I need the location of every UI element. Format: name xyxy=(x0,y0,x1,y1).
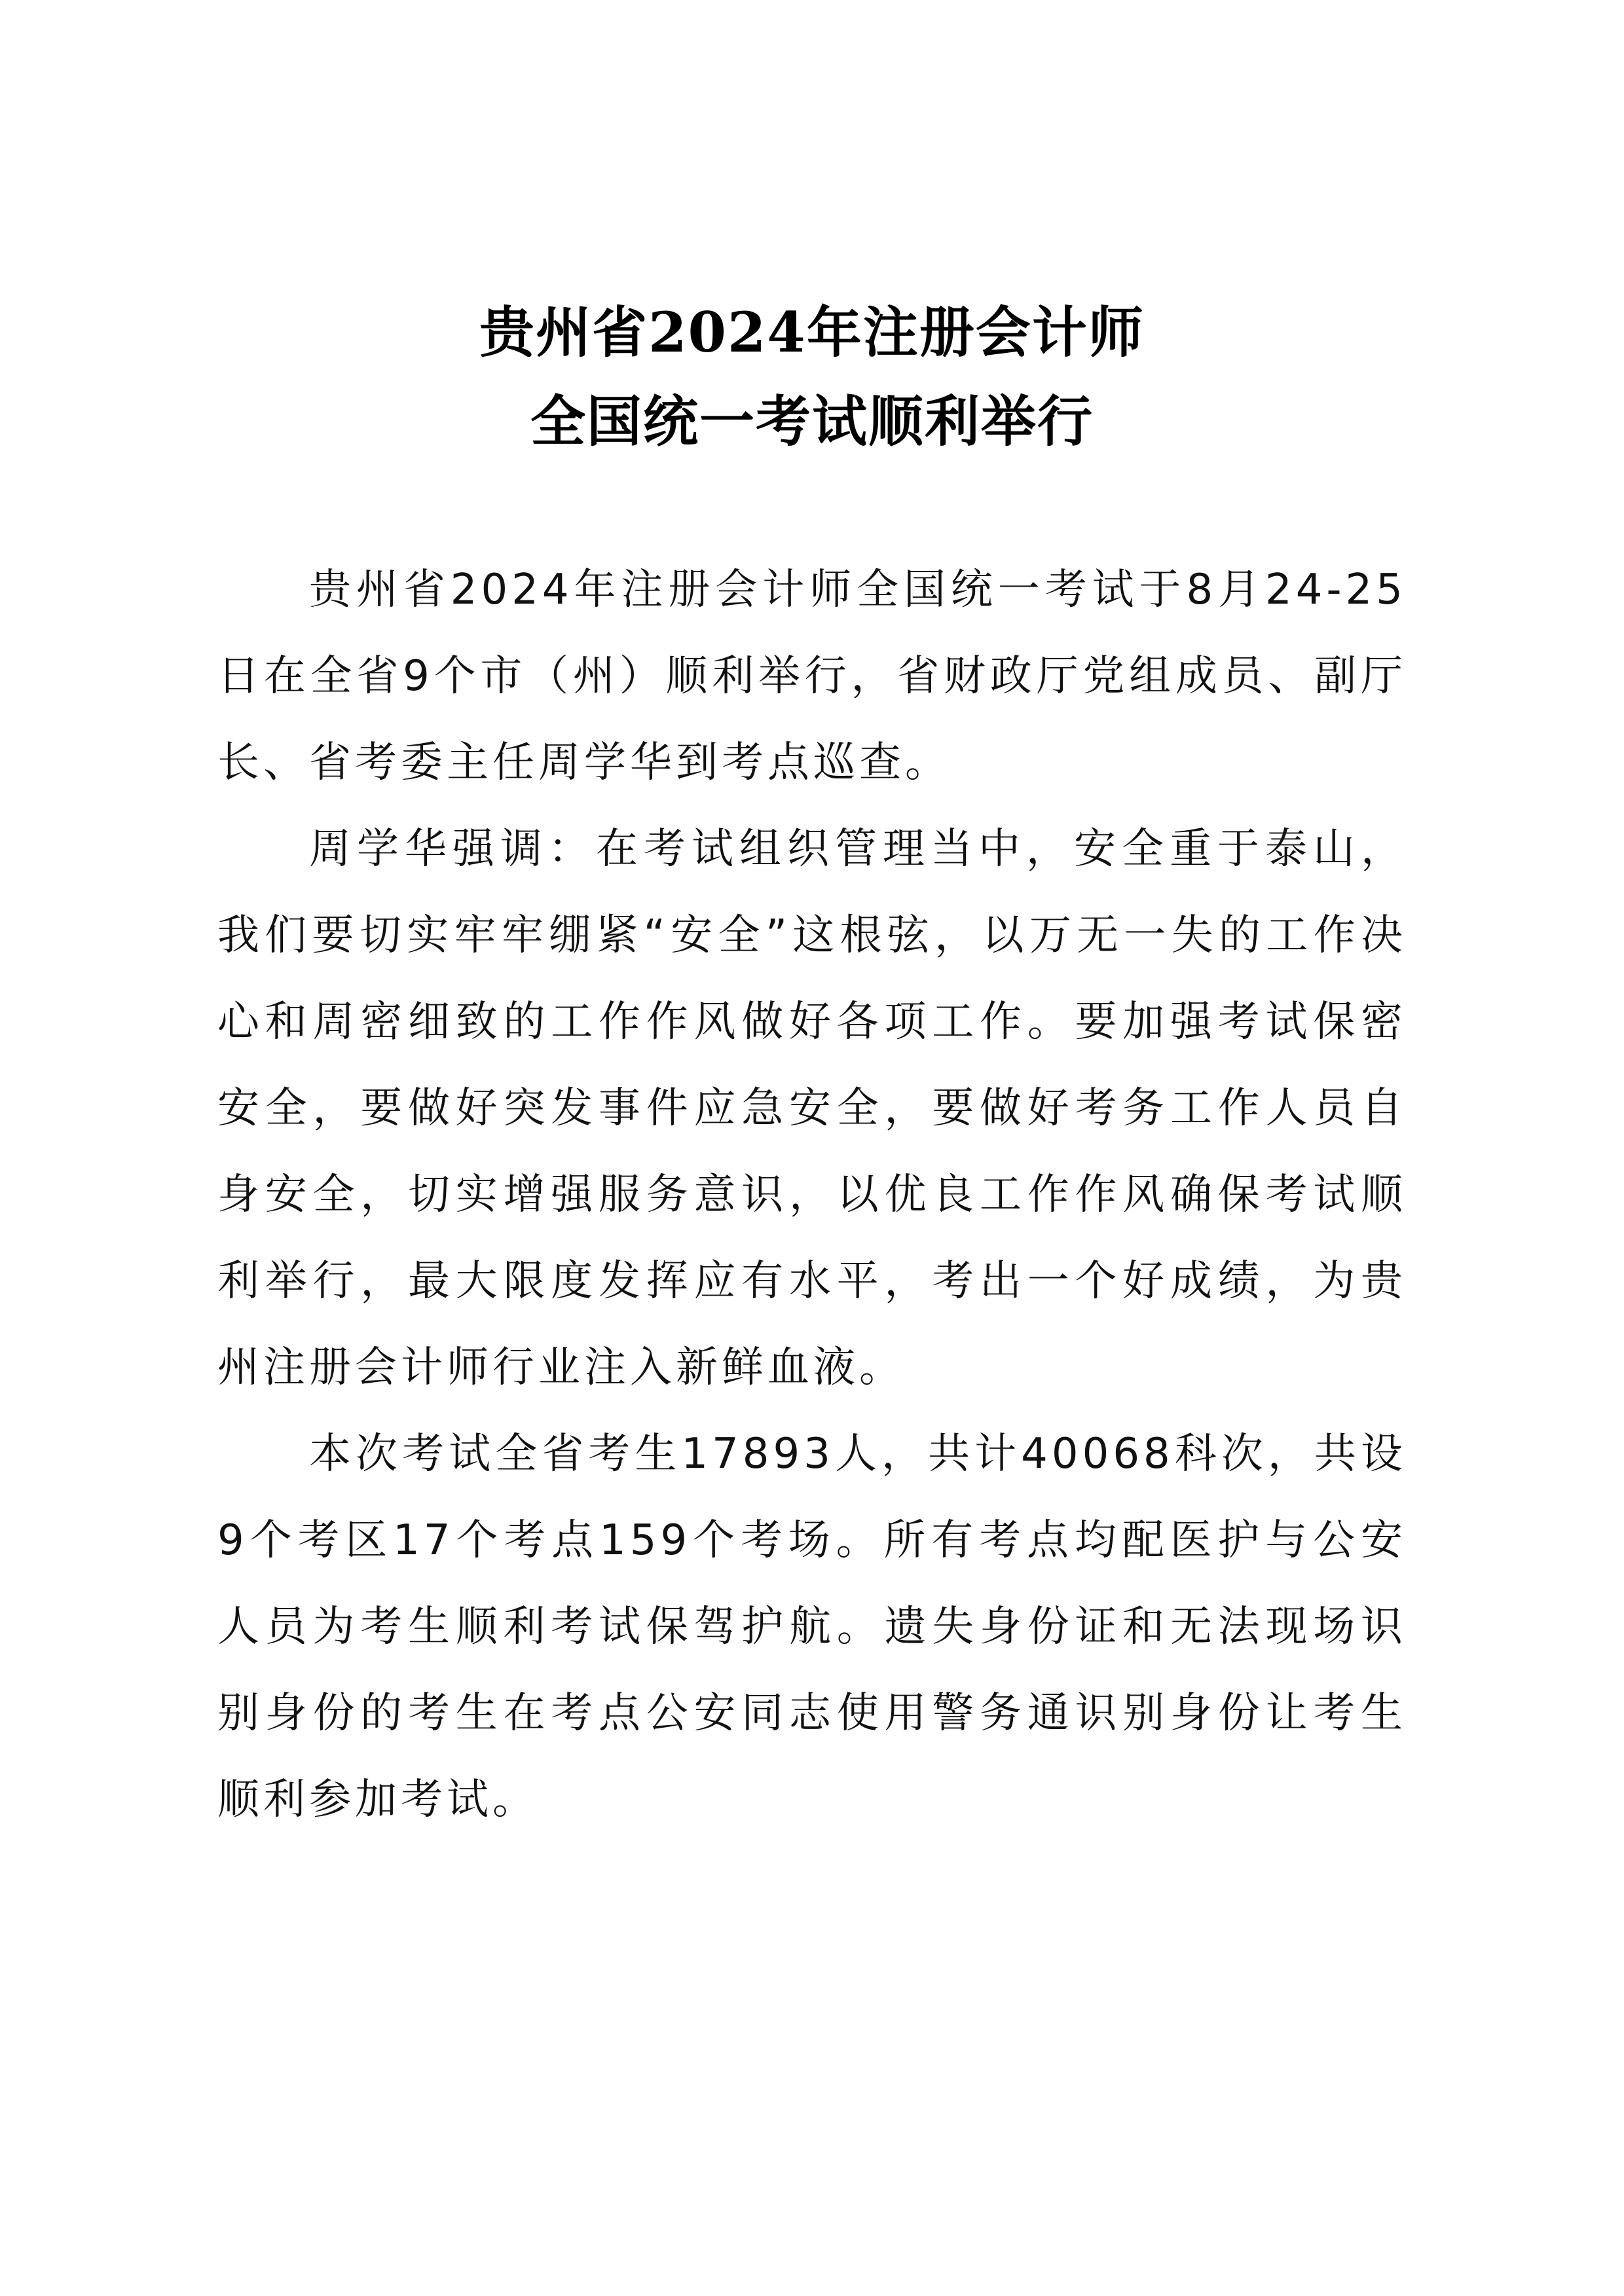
title-line-2: 全国统一考试顺利举行 xyxy=(530,389,1094,454)
paragraph-speech: 周学华强调：在考试组织管理当中，安全重于泰山，我们要切实牢牢绷紧“安全”这根弦，以万无一失的工作决心和周密细致的工作作风做好各项工作。要加强考试保密安全，要做好突发事件应急安全，要做好考务工作人员自身安全，切实增强服务意识，以优良工作作风确保考试顺利举行，最大限度发挥应有水平，考出一个好成绩，为贵州注册会计师行业注入新鲜血液。 xyxy=(217,825,1407,1392)
title-line-1: 贵州省2024年注册会计师 xyxy=(479,300,1145,365)
document-body xyxy=(217,547,1407,1843)
document-title xyxy=(0,288,1624,466)
paragraph-exam-held: 贵州省2024年注册会计师全国统一考试于8月24-25日在全省9个市（州）顺利举行，省财政厅党组成员、副厅长、省考委主任周学华到考点巡查。 xyxy=(217,566,1407,787)
paragraph-statistics: 本次考试全省考生17893人，共计40068科次，共设9个考区17个考点159个考场。所有考点均配医护与公安人员为考生顺利考试保驾护航。遗失身份证和无法现场识别身份的考生在考点公安同志使用警务通识别身份让考生顺利参加考试。 xyxy=(217,1430,1407,1824)
